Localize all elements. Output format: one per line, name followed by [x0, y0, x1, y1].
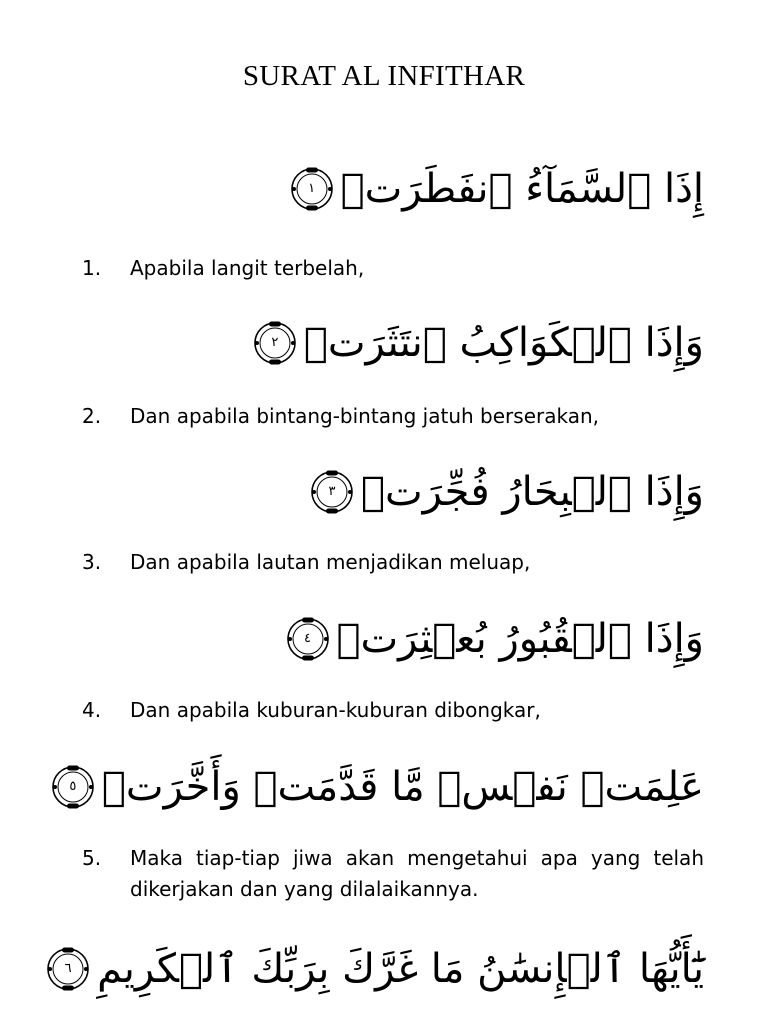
translation-text: Apabila langit terbelah, — [130, 256, 365, 280]
verse-end-marker-icon — [252, 320, 298, 366]
arabic-text: عَلِمَتۡ نَفۡسٞ مَّا قَدَّمَتۡ وَأَخَّرَتۡ — [101, 764, 704, 810]
verse-end-marker-icon — [309, 469, 355, 515]
verse-marker-number: ٢ — [271, 335, 279, 350]
verse-number: 5. — [82, 846, 102, 870]
translation-5 — [82, 843, 704, 905]
verse-end-marker-icon — [289, 166, 335, 212]
verse-marker-number: ٤ — [304, 631, 311, 646]
arabic-verse-4 — [285, 602, 705, 676]
translation-2 — [82, 401, 704, 432]
arabic-text: إِذَا ٱلسَّمَآءُ ٱنفَطَرَتۡ — [340, 166, 704, 212]
translation-1 — [82, 253, 704, 284]
arabic-verse-3 — [309, 455, 704, 529]
verse-number: 4. — [82, 698, 102, 722]
verse-marker-number: ٣ — [328, 484, 336, 499]
arabic-verse-1 — [289, 152, 704, 226]
translation-3 — [82, 547, 704, 578]
arabic-verse-2 — [252, 306, 704, 380]
arabic-text: وَإِذَا ٱلۡقُبُورُ بُعۡثِرَتۡ — [336, 616, 704, 662]
translation-text: Dan apabila lautan menjadikan meluap, — [130, 550, 531, 574]
verse-end-marker-icon — [45, 946, 91, 992]
arabic-text: وَإِذَا ٱلۡبِحَارُ فُجِّرَتۡ — [360, 469, 704, 515]
verse-end-marker-icon — [285, 616, 331, 662]
verse-number: 2. — [82, 404, 102, 428]
verse-marker-number: ١ — [308, 181, 316, 196]
arabic-text: وَإِذَا ٱلۡكَوَاكِبُ ٱنتَثَرَتۡ — [303, 320, 704, 366]
translation-text: Maka tiap-tiap jiwa akan mengetahui apa yang telah dikerjakan dan yang dilalaikannya. — [130, 846, 704, 901]
arabic-verse-5 — [50, 750, 704, 824]
verse-number: 3. — [82, 550, 102, 574]
translation-text: Dan apabila kuburan-kuburan dibongkar, — [130, 698, 541, 722]
verse-number: 1. — [82, 256, 102, 280]
arabic-verse-6 — [45, 932, 704, 1006]
arabic-text: يَٰٓأَيُّهَا ٱلۡإِنسَٰنُ مَا غَرَّكَ بِرَبِّكَ ٱلۡكَرِيمِ — [97, 946, 704, 992]
surah-title: SURAT AL INFITHAR — [242, 60, 526, 92]
verse-marker-number: ٦ — [64, 961, 72, 976]
verse-end-marker-icon — [50, 764, 96, 810]
verse-marker-number: ٥ — [69, 779, 77, 794]
translation-4 — [82, 695, 704, 726]
translation-text: Dan apabila bintang-bintang jatuh berserakan, — [130, 404, 599, 428]
